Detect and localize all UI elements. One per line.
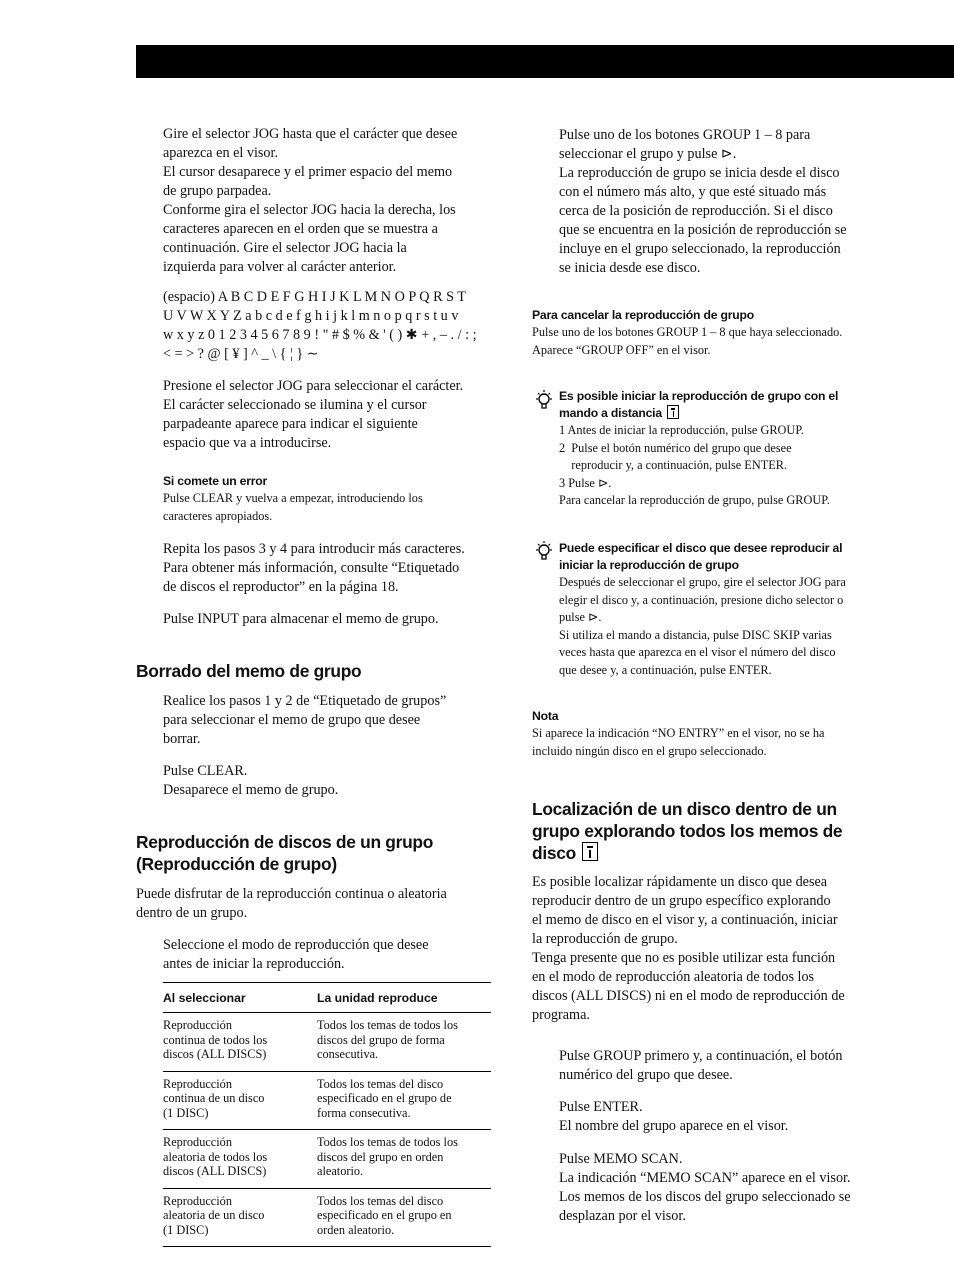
line: veces hasta que aparezca en el visor el número del disco (559, 645, 836, 659)
table-cell: Reproducción continua de todos los discos (ALL DISCS) (163, 1013, 317, 1072)
line: Si aparece la indicación “NO ENTRY” en el visor, no se ha (532, 726, 825, 740)
line: 2 Pulse el botón numérico del grupo que desee (559, 440, 792, 455)
localizacion-step3 (559, 1150, 851, 1226)
tip-title-line: Es posible iniciar la reproducción de grupo con el (559, 389, 839, 403)
heading-line: Reproducción de discos de un grupo (136, 832, 434, 852)
line: incluye en el grupo seleccionado, la reproducción (559, 241, 841, 257)
line: reproducir dentro de un grupo específico explorando (532, 893, 831, 909)
section-heading-reproduccion (136, 831, 433, 875)
lightbulb-icon (534, 540, 554, 562)
tip-remote-group-play (559, 388, 889, 510)
line: Pulse ENTER. (559, 1099, 643, 1115)
table-row (163, 1188, 491, 1247)
line: Pulse INPUT para almacenar el memo de grupo. (163, 611, 439, 627)
line: Repita los pasos 3 y 4 para introducir más caracteres. (163, 541, 465, 557)
line: U V W X Y Z a b c d e f g h i j k l m n o p q r s t u v (163, 308, 459, 324)
line: el memo de disco en el visor y, a continuación, iniciar (532, 912, 838, 928)
error-note (163, 473, 423, 525)
tip-title-line: Puede especificar el disco que desee reproducir al (559, 541, 843, 555)
line: se inicia desde ese disco. (559, 260, 701, 276)
line: que desee y, a continuación, pulse ENTER. (559, 662, 772, 677)
line: en el modo de reproducción aleatoria de todos los (532, 969, 815, 985)
play-mode-table (163, 982, 491, 1247)
line: Realice los pasos 1 y 2 de “Etiquetado de grupos” (163, 693, 447, 709)
table-cell: Reproducción aleatoria de todos los discos (ALL DISCS) (163, 1130, 317, 1189)
column-header: La unidad reproduce (317, 983, 491, 1013)
table-cell: Todos los temas del disco especificado en el grupo en orden aleatorio. (317, 1188, 491, 1247)
line: caracteres aparecen en el orden que se muestra a (163, 221, 438, 237)
nota-title: Nota (532, 709, 559, 723)
line: cerca de la posición de reproducción. Si el disco (559, 203, 833, 219)
repeat-steps-text (163, 540, 465, 597)
borrado-step2 (163, 762, 338, 800)
reproduccion-step (163, 936, 429, 974)
line: con el número más alto, y que esté situado más (559, 184, 827, 200)
table-header-row (163, 983, 491, 1013)
line: incluido ningún disco en el grupo seleccionado. (532, 743, 767, 758)
heading-line: (Reproducción de grupo) (136, 854, 337, 874)
line: El cursor desaparece y el primer espacio del memo (163, 164, 453, 180)
section-heading-localizacion (532, 798, 842, 864)
line: borrar. (163, 731, 201, 747)
line: El carácter seleccionado se ilumina y el cursor (163, 397, 427, 413)
header-bar (136, 45, 954, 78)
line: Gire el selector JOG hasta que el carácter que desee (163, 126, 458, 142)
select-character-text (163, 377, 463, 453)
table-row (163, 1071, 491, 1130)
remote-icon (582, 842, 598, 861)
line: 3 Pulse ⊳. (559, 475, 612, 490)
line: w x y z 0 1 2 3 4 5 6 7 8 9 ! " # $ % & ' ( ) ✱ + , – . / : ; (163, 327, 477, 343)
jog-instructions (163, 125, 457, 277)
line: desplazan por el visor. (559, 1208, 686, 1224)
line: que se encuentra en la posición de reproducción se (559, 222, 847, 238)
line: Tenga presente que no es posible utilizar esta función (532, 950, 836, 966)
line: Después de seleccionar el grupo, gire el selector JOG para (559, 575, 846, 589)
line: < = > ? @ [ ¥ ] ^ _ \ { ¦ } ∼ (163, 346, 319, 362)
line: pulse ⊳. (559, 610, 602, 624)
table-row (163, 1013, 491, 1072)
heading-line: Localización de un disco dentro de un (532, 799, 837, 819)
line: Es posible localizar rápidamente un disco que desea (532, 874, 828, 890)
line: de grupo parpadea. (163, 183, 272, 199)
table-row (163, 1130, 491, 1189)
character-list (163, 288, 477, 364)
section-heading-borrado (136, 660, 361, 682)
line: Para cancelar la reproducción de grupo, pulse GROUP. (559, 493, 830, 507)
line: Aparece “GROUP OFF” en el visor. (532, 342, 711, 357)
line: discos (ALL DISCS) ni en el modo de reproducción de (532, 988, 845, 1004)
line: La reproducción de grupo se inicia desde el disco (559, 165, 840, 181)
line: seleccionar el grupo y pulse ⊳. (559, 146, 737, 162)
line: El nombre del grupo aparece en el visor. (559, 1118, 789, 1134)
line: Pulse CLEAR. (163, 763, 248, 779)
cancel-title: Para cancelar la reproducción de grupo (532, 308, 755, 322)
line: Los memos de los discos del grupo seleccionado se (559, 1189, 851, 1205)
cancel-note (532, 307, 842, 359)
line: para seleccionar el memo de grupo que desee (163, 712, 421, 728)
line: dentro de un grupo. (136, 905, 248, 921)
line: continuación. Gire el selector JOG hacia la (163, 240, 407, 256)
group-play-step (559, 126, 847, 278)
tip-title-line: iniciar la reproducción de grupo (559, 558, 739, 572)
table-cell: Reproducción aleatoria de un disco (1 DISC) (163, 1188, 317, 1247)
line: de discos el reproductor” en la página 18. (163, 579, 399, 595)
line: Pulse uno de los botones GROUP 1 – 8 que haya seleccionado. (532, 325, 843, 339)
line: espacio que va a introducirse. (163, 435, 332, 451)
line: Si utiliza el mando a distancia, pulse DISC SKIP varias (559, 627, 832, 642)
line: numérico del grupo que desee. (559, 1067, 733, 1083)
line: la reproducción de grupo. (532, 931, 678, 947)
reproduccion-intro (136, 885, 447, 923)
tip-title-line: mando a distancia (559, 406, 662, 420)
line: reproducir y, a continuación, pulse ENTER. (559, 458, 787, 472)
line: (espacio) A B C D E F G H I J K L M N O P Q R S T (163, 289, 466, 305)
tip-specify-disc (559, 540, 894, 679)
line: Pulse GROUP primero y, a continuación, el botón (559, 1048, 843, 1064)
line: Conforme gira el selector JOG hacia la derecha, los (163, 202, 456, 218)
localizacion-step2 (559, 1098, 788, 1136)
line: Para obtener más información, consulte “Etiquetado (163, 560, 460, 576)
line: Pulse uno de los botones GROUP 1 – 8 para (559, 127, 811, 143)
table-cell: Reproducción continua de un disco (1 DISC) (163, 1071, 317, 1130)
line: Seleccione el modo de reproducción que desee (163, 937, 429, 953)
table-cell: Todos los temas de todos los discos del grupo en orden aleatorio. (317, 1130, 491, 1189)
column-header: Al seleccionar (163, 983, 317, 1013)
line: Pulse CLEAR y vuelva a empezar, introduciendo los (163, 491, 423, 505)
input-store-text (163, 610, 439, 629)
heading-line: grupo explorando todos los memos de (532, 821, 843, 841)
localizacion-intro (532, 873, 845, 1025)
line: elegir el disco y, a continuación, presione dicho selector o (559, 592, 844, 607)
line: caracteres apropiados. (163, 508, 273, 523)
heading: Borrado del memo de grupo (136, 661, 362, 681)
line: programa. (532, 1007, 590, 1023)
lightbulb-icon (534, 389, 554, 411)
line: Presione el selector JOG para seleccionar el carácter. (163, 378, 464, 394)
table-cell: Todos los temas de todos los discos del grupo de forma consecutiva. (317, 1013, 491, 1072)
line: izquierda para volver al carácter anterior. (163, 259, 397, 275)
localizacion-step1 (559, 1047, 842, 1085)
line: Desaparece el memo de grupo. (163, 782, 339, 798)
line: aparezca en el visor. (163, 145, 279, 161)
nota (532, 708, 824, 760)
remote-icon (667, 405, 679, 419)
table-cell: Todos los temas del disco especificado en el grupo de forma consecutiva. (317, 1071, 491, 1130)
error-title: Si comete un error (163, 474, 268, 488)
line: 1 Antes de iniciar la reproducción, pulse GROUP. (559, 423, 804, 437)
line: La indicación “MEMO SCAN” aparece en el visor. (559, 1170, 851, 1186)
borrado-step1 (163, 692, 446, 749)
line: Puede disfrutar de la reproducción continua o aleatoria (136, 886, 447, 902)
line: antes de iniciar la reproducción. (163, 956, 345, 972)
line: parpadeante aparece para indicar el siguiente (163, 416, 418, 432)
heading-line: disco (532, 843, 576, 863)
line: Pulse MEMO SCAN. (559, 1151, 683, 1167)
